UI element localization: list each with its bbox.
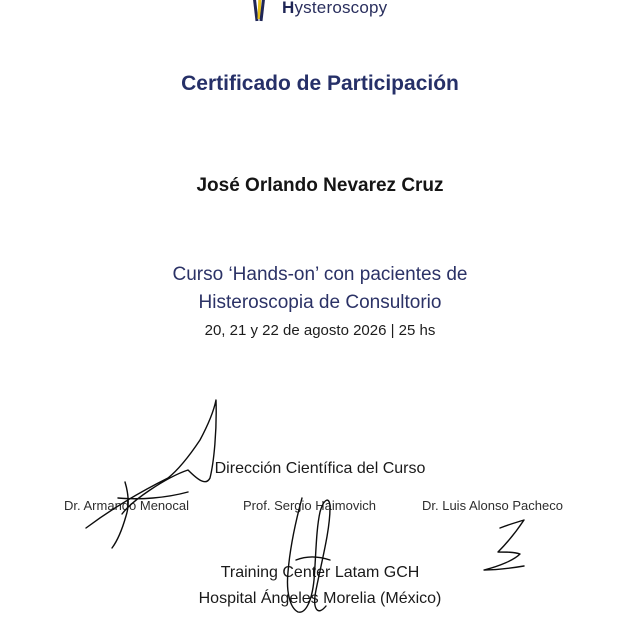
training-center-name: Training Center Latam GCH [220,564,420,581]
course-dates: 20, 21 y 22 de agosto 2026 | 25 hs [204,322,436,339]
certificate-title: Certificado de Participación [181,72,459,95]
course-title-line-1: Curso ‘Hands-on’ con pacientes de [172,264,468,285]
signer-name-menocal: Dr. Armando Menocal [64,498,190,513]
signer-name-pacheco: Dr. Luis Alonso Pacheco [422,498,563,513]
logo-rest: ysteroscopy [294,0,388,17]
participant-name: José Orlando Nevarez Cruz [196,175,444,196]
hospital-name: Hospital Ángeles Morelia (México) [198,590,442,607]
signer-name-haimovich: Prof. Sergio Haimovich [243,498,376,513]
course-title-line-2: Histeroscopia de Consultorio [198,292,442,313]
scientific-direction-heading: Dirección Científica del Curso [214,460,426,477]
logo-initial: H [282,0,295,17]
